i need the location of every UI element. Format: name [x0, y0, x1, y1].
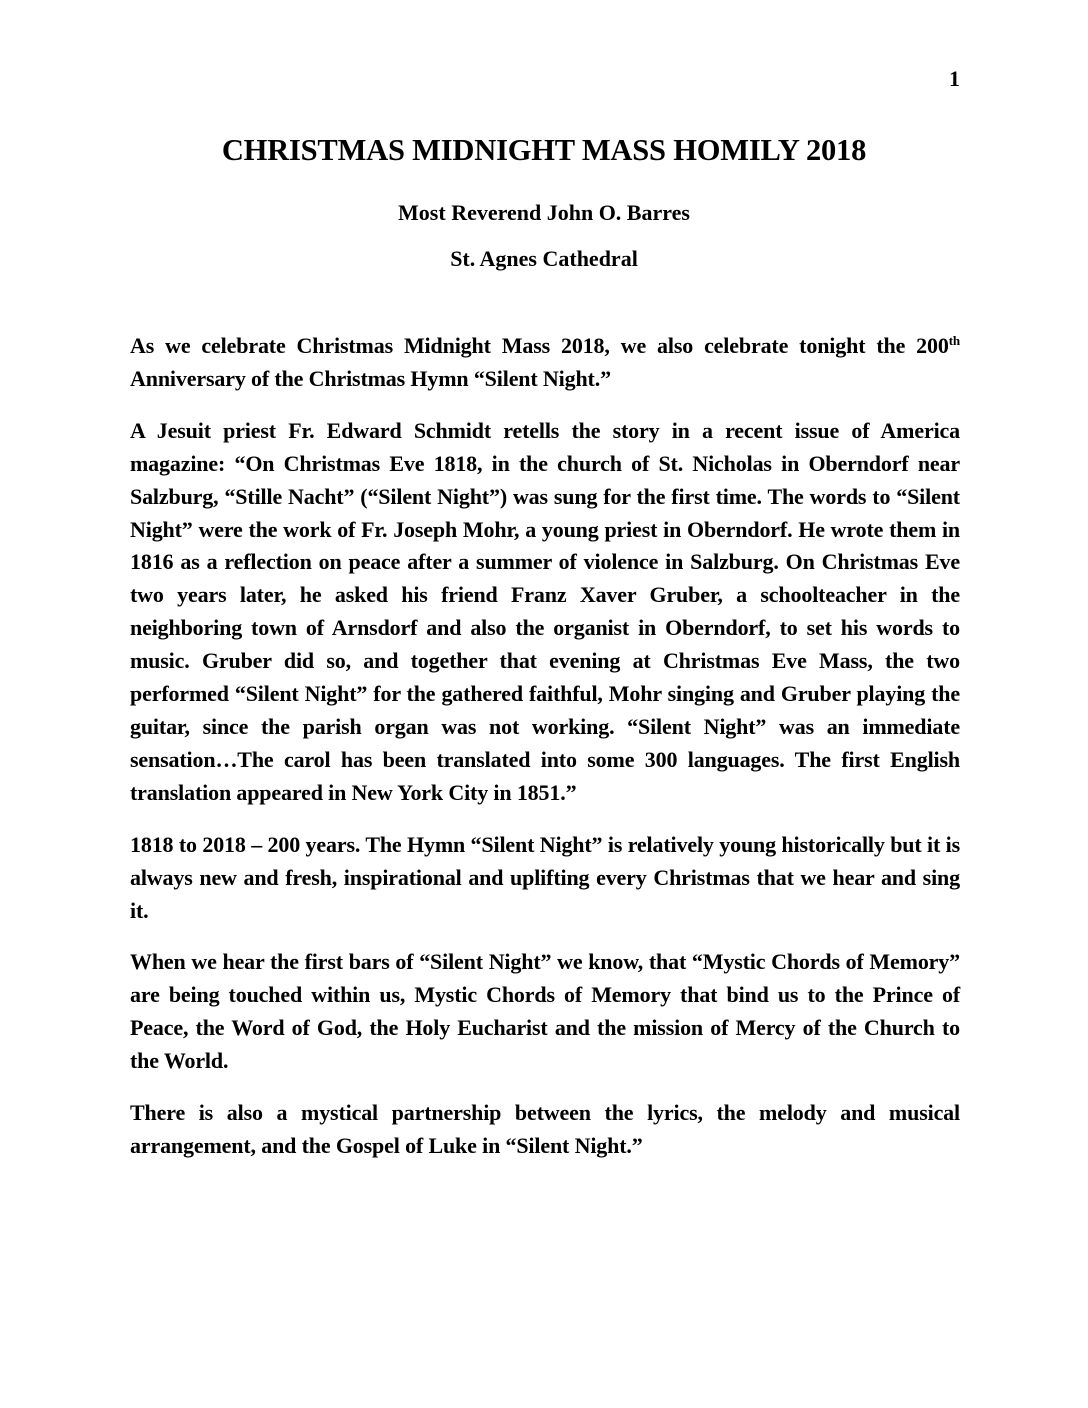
paragraph-200-years: 1818 to 2018 – 200 years. The Hymn “Silent Night” is relatively young historically but it is always new and fresh, inspirational and uplifting every Christmas that we hear and sing it. — [130, 831, 960, 923]
location-line: St. Agnes Cathedral — [450, 246, 638, 271]
ordinal-superscript: th — [948, 333, 960, 348]
page-number: 1 — [949, 66, 960, 91]
document-title: CHRISTMAS MIDNIGHT MASS HOMILY 2018 — [221, 133, 867, 167]
paragraph-anniversary — [130, 330, 960, 396]
author-line: Most Reverend John O. Barres — [398, 200, 690, 225]
paragraph-partnership: There is also a mystical partnership between the lyrics, the melody and musical arrangement, and the Gospel of Luke in “Silent Night.” — [130, 1100, 960, 1158]
paragraph-text: Anniversary of the Christmas Hymn “Silent Night.” — [130, 365, 611, 391]
paragraph-text: As we celebrate Christmas Midnight Mass 2018, we also celebrate tonight the 200 — [130, 333, 949, 358]
paragraph-mystic-chords: When we hear the first bars of “Silent Night” we know, that “Mystic Chords of Memory” are being touched within us, Mystic Chords of Memory that bind us to the Prince of Peace, the Word of God, the Holy Eucharist and the mission of Mercy of the Church to the World. — [130, 949, 960, 1074]
homily-body — [130, 330, 960, 1182]
paragraph-story: A Jesuit priest Fr. Edward Schmidt retells the story in a recent issue of America magazine: “On Christmas Eve 1818, in the church of St. Nicholas in Oberndorf near Salzburg, “Stille Nacht” (“Silent Night”) was sung for the first time. The words to “Silent Night” were the work of Fr. Joseph Mohr, a young priest in Oberndorf. He wrote them in 1816 as a reflection on peace after a summer of violence in Salzburg. On Christmas Eve two years later, he asked his friend Franz Xaver Gruber, a schoolteacher in the neighboring town of Arnsdorf and also the organist in Oberndorf, to set his words to music. Gruber did so, and together that evening at Christmas Eve Mass, the two performed “Silent Night” for the gathered faithful, Mohr singing and Gruber playing the guitar, since the parish organ was not working. “Silent Night” was an immediate sensation…The carol has been translated into some 300 languages. The first English translation appeared in New York City in 1851.” — [130, 417, 960, 805]
